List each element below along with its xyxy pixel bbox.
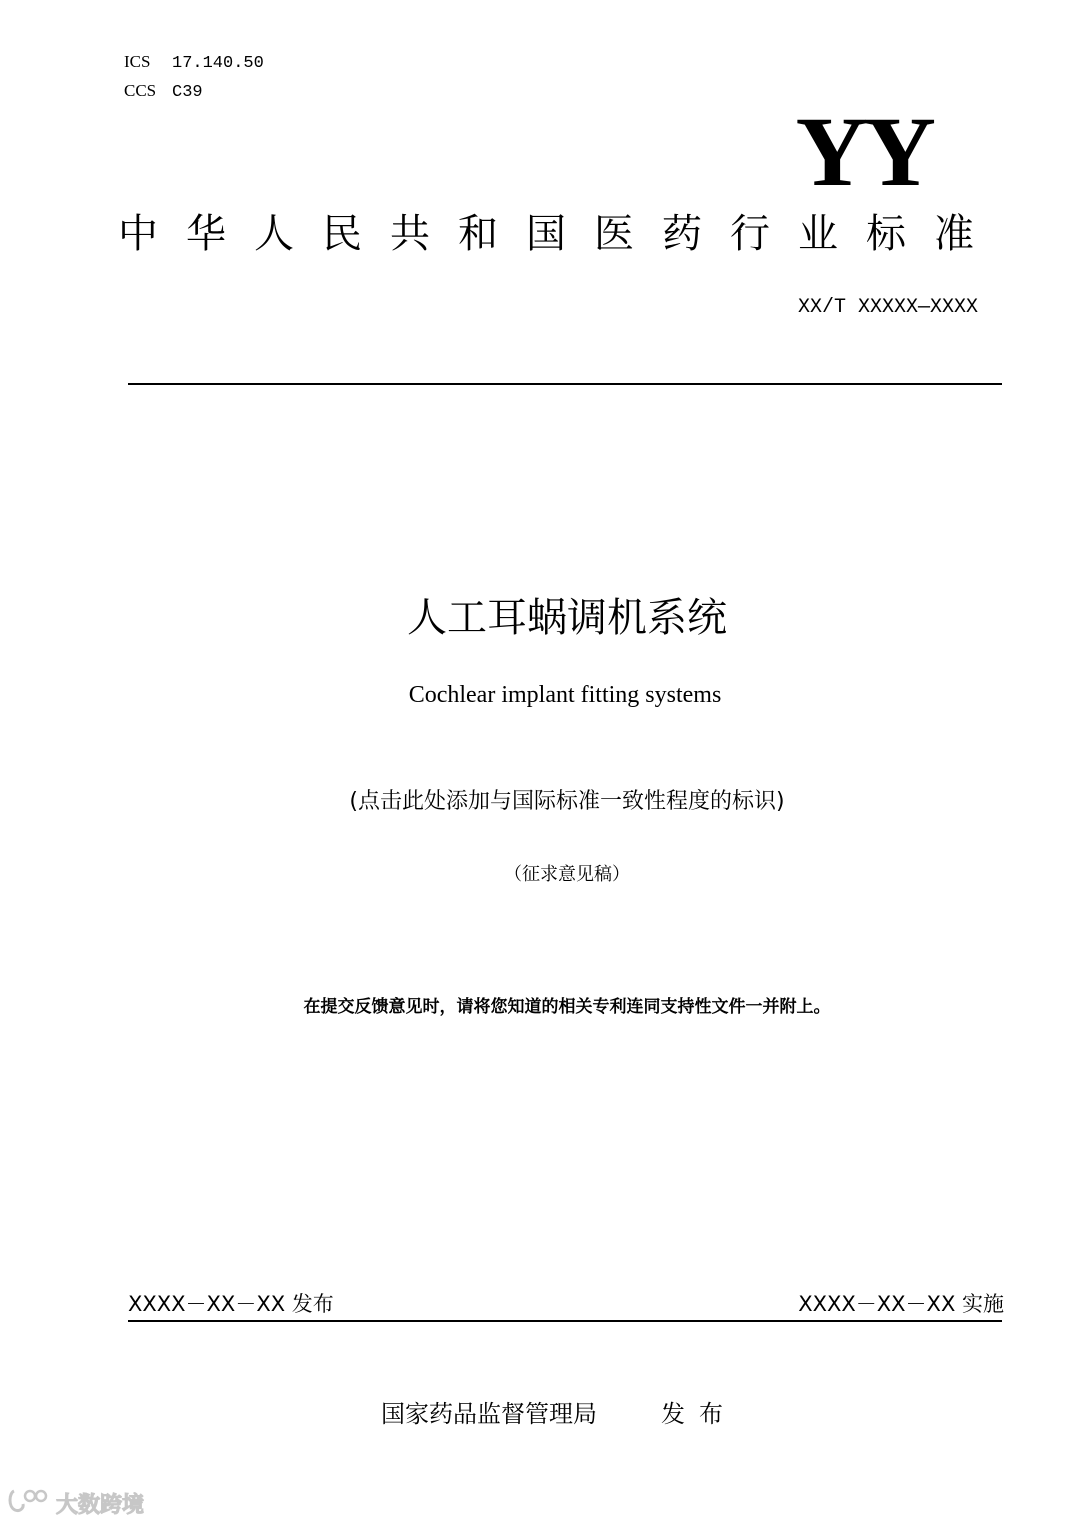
ics-code: 17.140.50: [172, 54, 264, 73]
top-divider: [128, 383, 1002, 385]
ccs-label: CCS: [124, 81, 157, 100]
patent-notice: 在提交反馈意见时，请将您知道的相关专利连同支持性文件一并附上。: [303, 997, 831, 1017]
standard-number: XX/T XXXXX—XXXX: [797, 296, 978, 319]
ccs-code: C39: [172, 83, 203, 102]
effective-date: XXXX－XX－XX 实施: [798, 1292, 1004, 1316]
issuing-authority: 国家药品监督管理局: [381, 1400, 597, 1428]
conformity-placeholder: (点击此处添加与国际标准一致性程度的标识): [349, 789, 785, 814]
document-title: 人工耳蜗调机系统: [407, 595, 727, 641]
draft-status: （征求意见稿）: [504, 864, 630, 885]
watermark: [6, 1488, 144, 1518]
standard-category-title: 中华人民共和国医药行业标准: [118, 211, 1002, 257]
logo-mark-icon: [6, 1487, 52, 1519]
ics-label: ICS: [124, 52, 151, 71]
release-date: XXXX－XX－XX 发布: [128, 1292, 334, 1316]
document-title-english: Cochlear implant fitting systems: [408, 682, 722, 708]
bottom-divider: [128, 1320, 1002, 1322]
watermark-text: 大数跨境: [56, 1492, 145, 1518]
yy-logo: YY: [795, 96, 932, 207]
issue-label: 发布: [661, 1400, 737, 1428]
